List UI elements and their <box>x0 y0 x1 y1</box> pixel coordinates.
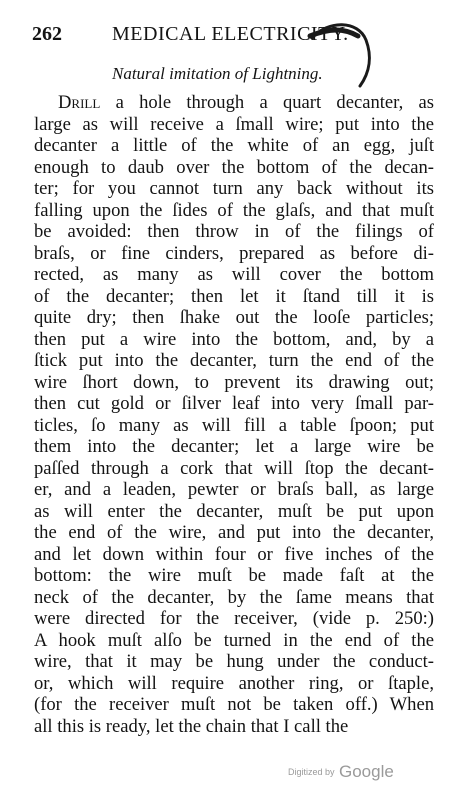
text-line: be avoided: then throw in of the filings of <box>34 221 434 242</box>
text-line: paſſed through a cork that will ſtop the decant- <box>34 457 434 479</box>
text-line: and let down within four or five inches of the <box>34 543 434 565</box>
text-line: falling upon the ſides of the glaſs, and that muſt <box>34 199 434 221</box>
text-line: a hole through a quart decanter, as <box>115 92 435 113</box>
text-line: rected, as many as will cover the bottom <box>34 264 434 285</box>
text-line: wire, that it may be hung under the conduct- <box>34 651 434 672</box>
watermark-brand: Google <box>338 762 394 781</box>
text-line: then put a wire into the bottom, and, by a <box>34 328 434 350</box>
text-line: large as will receive a ſmall wire; put into the <box>34 113 434 135</box>
text-line: all this is ready, let the chain that I call the <box>34 715 349 737</box>
body-text <box>34 92 434 737</box>
text-line: the end of the wire, and put into the decanter, <box>34 522 434 543</box>
section-title: Natural imitation of Lightning. <box>112 64 323 83</box>
drop-word: Drill <box>58 92 101 113</box>
text-line: them into the decanter; let a large wire be <box>34 436 434 457</box>
text-line: quite dry; then ſhake out the looſe particles; <box>34 307 434 328</box>
text-line: A hook muſt alſo be turned in the end of the <box>34 629 434 651</box>
text-line: ticles, ſo many as will fill a table ſpoon; put <box>34 414 434 436</box>
page-number: 262 <box>32 23 62 45</box>
text-line: of the decanter; then let it ſtand till it is <box>34 285 434 307</box>
text-line: decanter a little of the white of an egg, juſt <box>34 135 434 156</box>
text-line: or, which will require another ring, or ſtaple, <box>34 672 434 694</box>
text-line: bottom: the wire muſt be made faſt at the <box>34 565 434 586</box>
text-line: then cut gold or ſilver leaf into very ſmall par- <box>34 393 434 414</box>
text-line: ter; for you cannot turn any back without its <box>34 178 434 199</box>
text-line-first <box>34 92 434 114</box>
watermark-prefix: Digitized by <box>288 767 335 777</box>
text-line: wire ſhort down, to prevent its drawing out; <box>34 371 434 393</box>
running-head: MEDICAL ELECTRICITY. <box>112 23 349 45</box>
text-line: neck of the decanter, by the ſame means that <box>34 586 434 608</box>
text-line: ſtick put into the decanter, turn the end of the <box>34 350 434 371</box>
text-line: (for the receiver muſt not be taken off.) When <box>34 694 434 715</box>
text-line: enough to daub over the bottom of the decan- <box>34 156 434 178</box>
text-line: were directed for the receiver, (vide p. 250:) <box>34 608 434 629</box>
text-line: er, and a leaden, pewter or braſs ball, as large <box>34 479 434 500</box>
text-line: braſs, or fine cinders, prepared as before di- <box>34 242 434 264</box>
text-line: as will enter the decanter, muſt be put upon <box>34 500 434 522</box>
digitization-watermark <box>288 762 394 782</box>
